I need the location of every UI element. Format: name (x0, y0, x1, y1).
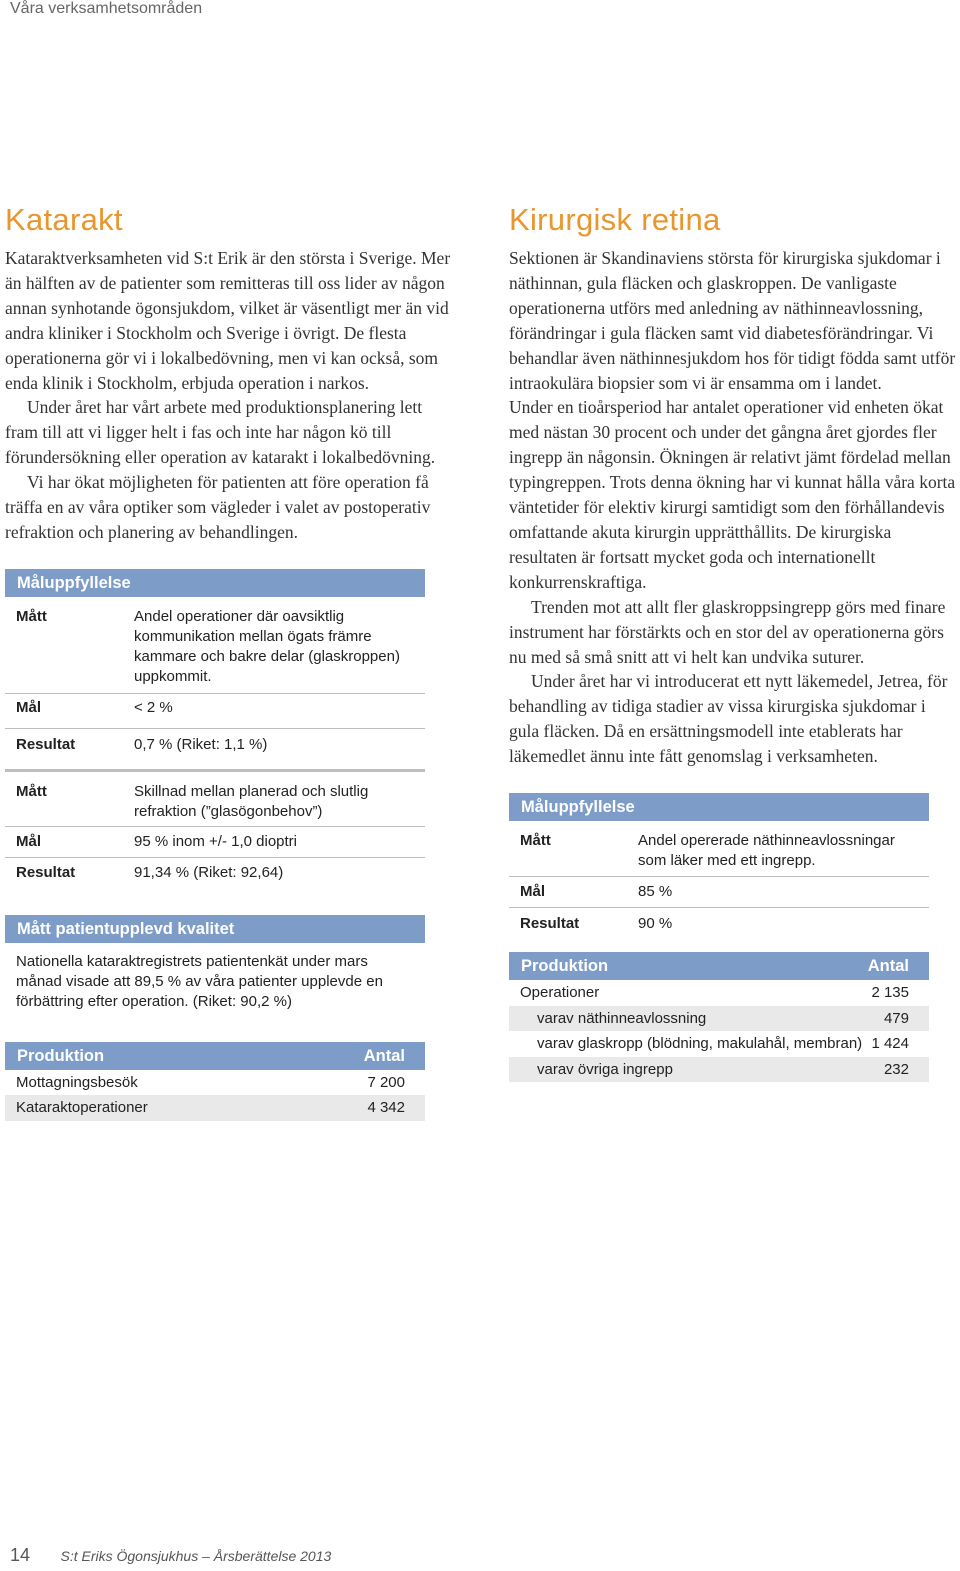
table-row (509, 1057, 929, 1083)
row-value: 2 135 (871, 984, 909, 1002)
table-header-label: Mått patientupplevd kvalitet (17, 919, 235, 938)
matt-row (5, 597, 425, 694)
row-value: 1 424 (871, 1035, 909, 1053)
mal-row (5, 827, 425, 858)
page-footer (10, 1545, 331, 1566)
row-label: varav näthinneavlossning (537, 1009, 707, 1027)
table-header-label: Produktion (521, 957, 609, 976)
paragraph: Under en tioårsperiod har antalet operationer vid enheten ökat med nästan 30 procent och under det gångna året gjordes fler ingrepp än någonsin. Ökningen är relativt jämt fördelad mellan typingreppen. Trots denna ökning har vi kunnat hålla våra korta väntetider för elektiv kirurgi samtidigt som den förhållandevis omfattande akuta kirurgin upprätthållits. De kirurgiska resultaten är fortsatt mycket goda och internationellt konkurrenskraftiga. (509, 397, 956, 592)
paragraph: Trenden mot att allt fler glaskroppsingrepp görs med finare instrument har förstärkts och en stor del av operationerna görs nu med så små snitt att vi helt kan undvika suturer. (509, 596, 946, 667)
table-header-label: Måluppfyllelse (17, 573, 131, 592)
row-label: Kataraktoperationer (16, 1099, 148, 1117)
paragraph: Under året har vårt arbete med produktionsplanering lett fram till att vi ligger helt i fas och inte har någon kö till förundersökning eller operation av katarakt i lokalbedövning. (5, 397, 436, 468)
paragraph: Sektionen är Skandinaviens största för kirurgiska sjukdomar i näthinnan, gula fläcken och glaskroppen. De vanligaste operationerna utförs med anledning av näthinneavlossning, förändringar i gula fläcken samt vid diabetesförändringar. Vi behandlar även näthinnesjukdom hos för tidigt födda samt utför intraokulära biopsier som vi är ensamma om i landet. (509, 248, 956, 393)
row-value: 232 (883, 1060, 909, 1078)
mal-value: < 2 % (134, 698, 173, 716)
resultat-row (5, 858, 425, 889)
table-row (5, 1070, 425, 1096)
katarakt-maluppfyllelse-table (5, 569, 425, 889)
page-number: 14 (10, 1545, 31, 1565)
row-value: 479 (883, 1009, 909, 1027)
publication-title: S:t Eriks Ögonsjukhus – Årsberättelse 2013 (60, 1548, 332, 1564)
matt-label: Mått (520, 832, 551, 850)
table-header (5, 1042, 425, 1070)
retina-title: Kirurgisk retina (509, 202, 721, 237)
matt-value: Andel opererade näthinneavlossningar som läker med ett ingrepp. (638, 832, 895, 870)
resultat-label: Resultat (16, 735, 76, 753)
paragraph: Vi har ökat möjligheten för patienten att före operation få träffa en av våra optiker som vägleder i valet av postoperativ refraktion och planering av behandlingen. (5, 472, 431, 542)
resultat-row (509, 908, 929, 940)
resultat-value: 91,34 % (Riket: 92,64) (134, 863, 284, 881)
mal-value: 95 % inom +/- 1,0 dioptri (134, 832, 298, 850)
row-label: Mottagningsbesök (16, 1073, 138, 1091)
paragraph: Kataraktverksamheten vid S:t Erik är den största i Sverige. Mer än hälften av de patienter som remitteras till oss lider av någon annan synhotande ögonsjukdom, vilket är väsentligt mer än vid andra kliniker i Stockholm och Sverige i övrigt. De flesta operationerna gör vi i lokalbedövning, men vi kan också, som enda klinik i Stockholm, erbjuda operation i narkos. (5, 248, 451, 393)
mal-value: 85 % (638, 883, 673, 901)
table-header (5, 915, 425, 943)
row-label: varav glaskropp (blödning, makulahål, membran) (537, 1035, 863, 1053)
katarakt-produktion-table (5, 1042, 425, 1121)
row-value: 7 200 (367, 1073, 405, 1091)
row-label: varav övriga ingrepp (537, 1060, 673, 1078)
table-row (5, 1095, 425, 1121)
paragraph: Under året har vi introducerat ett nytt läkemedel, Jetrea, för behandling av tidiga stadier av vissa kirurgiska sjukdomar i gula fläcken. Då en ersättningsmodell inte etablerats har läkemedlet ännu inte fått genomslag i verksamheten. (509, 671, 948, 767)
matt-row (509, 821, 929, 877)
resultat-label: Resultat (16, 863, 76, 881)
katarakt-kvalitet-box (5, 915, 425, 1012)
table-header (5, 569, 425, 597)
kvalitet-text: Nationella kataraktregistrets patientenkät under mars månad visade att 89,5 % av våra patienter upplevde en förbättring efter operation. (Riket: 90,2 %) (16, 952, 383, 1010)
table-header (509, 952, 929, 980)
row-label: Operationer (520, 984, 600, 1002)
matt-row (5, 772, 425, 827)
matt-value: Skillnad mellan planerad och slutlig refraktion (”glasögonbehov”) (134, 782, 369, 820)
table-header-antal: Antal (867, 957, 909, 976)
table-row (509, 1031, 929, 1057)
running-header: Våra verksamhetsområden (10, 0, 203, 17)
table-row (509, 1006, 929, 1032)
table-header-label: Produktion (17, 1046, 105, 1065)
resultat-row (5, 729, 425, 772)
table-header-antal: Antal (363, 1046, 405, 1065)
katarakt-column (5, 200, 455, 1121)
resultat-label: Resultat (520, 915, 580, 933)
retina-column (509, 200, 959, 1082)
table-header-label: Måluppfyllelse (521, 798, 635, 817)
table-row (509, 980, 929, 1006)
mal-label: Mål (520, 883, 546, 901)
retina-maluppfyllelse-table (509, 793, 929, 940)
mal-label: Mål (16, 832, 42, 850)
mal-row (509, 877, 929, 908)
katarakt-title: Katarakt (5, 202, 123, 237)
resultat-value: 0,7 % (Riket: 1,1 %) (134, 735, 268, 753)
row-value: 4 342 (367, 1099, 405, 1117)
matt-label: Mått (16, 607, 47, 625)
matt-value: Andel operationer där oavsiktlig kommunikation mellan ögats främre kammare och bakre delar (glaskroppen) uppkommit. (134, 607, 400, 685)
table-header (509, 793, 929, 821)
mal-label: Mål (16, 698, 42, 716)
mal-row (5, 694, 425, 729)
retina-produktion-table (509, 952, 929, 1082)
retina-body (509, 246, 959, 769)
matt-label: Mått (16, 782, 47, 800)
resultat-value: 90 % (638, 915, 673, 933)
katarakt-body (5, 246, 455, 545)
